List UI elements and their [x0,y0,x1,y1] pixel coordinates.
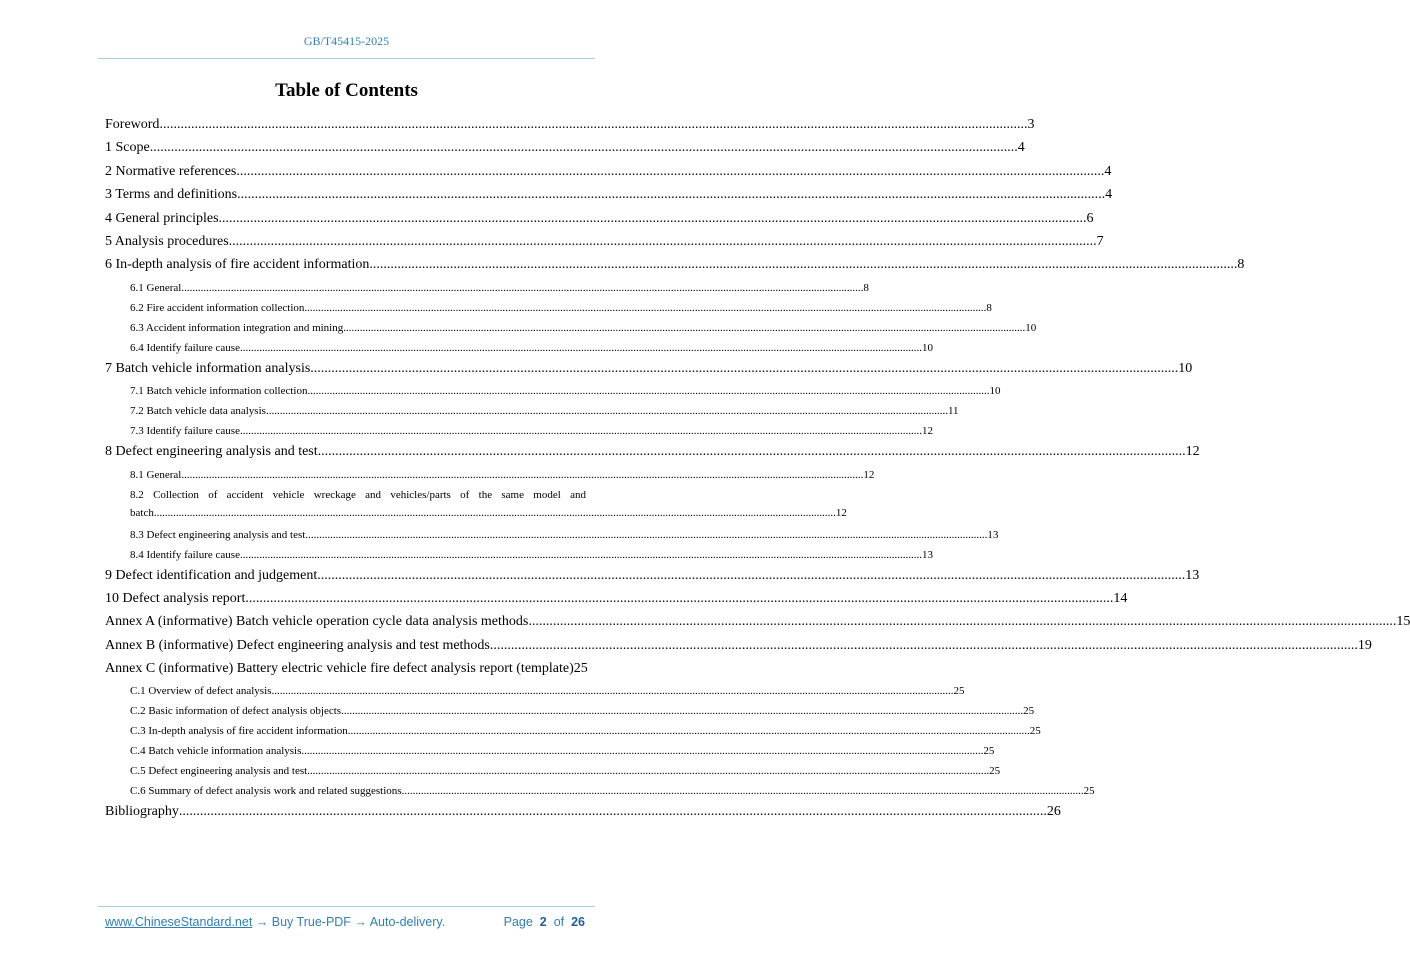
toc-entry-label: 8.3 Defect engineering analysis and test [130,528,306,541]
toc-entry[interactable] [105,742,995,762]
promo-text: → Buy True-PDF → Auto-delivery. [252,915,446,929]
toc-entry-label: 8 Defect engineering analysis and test [105,444,318,460]
toc-entry-label: Annex C (informative) Battery electric vehicle fire defect analysis report (template) [105,661,574,677]
footer-promo [105,915,445,929]
toc-entry-label: Foreword [105,117,160,132]
toc-entry[interactable] [105,185,1113,208]
toc-entry[interactable] [105,422,933,442]
dot-leader [490,636,1358,656]
toc-entry-label: Annex A (informative) Batch vehicle operation cycle data analysis methods [105,614,529,630]
dot-leader [240,339,922,357]
toc-entry-page: 6 [1086,210,1094,226]
toc-entry-page: 10 [1178,360,1193,376]
table-of-contents [105,115,1410,826]
toc-entry-label: 8.4 Identify failure cause [130,548,240,561]
toc-entry-label: 6.1 General [130,281,182,294]
toc-entry-label: 5 Analysis procedures [105,233,229,249]
toc-entry-page: 8 [1237,257,1245,273]
footer-divider [98,906,595,907]
toc-entry-label: 10 Defect analysis report [105,590,246,606]
toc-entry-continuation [130,504,847,524]
toc-entry-label: 9 Defect identification and judgement [105,567,318,583]
toc-entry-page: 19 [1357,637,1372,653]
toc-entry-page: 10 [989,385,1001,398]
toc-entry[interactable] [105,702,1035,722]
toc-entry-page: 13 [1185,567,1200,583]
toc-entry-page: 12 [1185,444,1200,460]
dot-leader [318,442,1186,462]
toc-entry-label: 6.3 Accident information integration and mining [130,321,344,334]
toc-entry-page: 4 [1105,187,1113,203]
dot-leader [301,742,983,760]
dot-leader [150,138,1018,158]
toc-entry[interactable] [105,442,1200,465]
toc-entry[interactable] [105,802,1061,825]
toc-entry-page: 26 [1046,804,1061,820]
toc-entry[interactable] [105,659,586,682]
dot-leader [219,209,1087,229]
dot-leader [237,185,1105,205]
toc-entry-page: 25 [989,765,1001,778]
toc-entry[interactable] [105,762,1001,782]
document-id-header: GB/T45415-2025 [303,34,390,48]
total-pages: 26 [571,915,585,929]
toc-entry[interactable] [105,589,1128,612]
toc-entry[interactable] [105,279,869,299]
page-title: Table of Contents [275,80,418,101]
toc-entry-label: 2 Normative references [105,163,237,179]
header-divider [98,58,595,59]
toc-entry-page: 4 [1017,140,1025,156]
dot-leader [240,422,922,440]
toc-entry-label: 6 In-depth analysis of fire accident information [105,257,370,273]
toc-entry[interactable] [105,782,1095,802]
dot-leader [348,722,1030,740]
dot-leader [229,232,1097,252]
toc-entry[interactable] [105,486,847,526]
dot-leader [240,546,922,564]
dot-leader [245,589,1113,609]
toc-entry[interactable] [105,138,1025,161]
dot-leader [341,702,1023,720]
toc-entry[interactable] [105,255,1245,278]
toc-entry[interactable] [105,566,1200,589]
toc-entry-label: 7.3 Identify failure cause [130,425,240,438]
toc-entry-page: 3 [1027,117,1035,132]
dot-leader [307,762,989,780]
dot-leader [317,566,1185,586]
dot-leader [369,255,1237,275]
toc-entry-page: 13 [921,548,933,561]
toc-entry-label: 8.2 Collection of accident vehicle wreckage and vehicles/parts of the same model and [130,488,586,501]
toc-entry[interactable] [105,319,1037,339]
dot-leader [343,319,1025,337]
toc-entry[interactable] [105,382,1001,402]
dot-leader [402,782,1084,800]
toc-entry-page: 25 [1083,785,1095,798]
toc-entry-label: C.6 Summary of defect analysis work and related suggestions [130,785,402,798]
toc-entry[interactable] [105,359,1193,382]
toc-entry-page: 12 [863,468,875,481]
dot-leader [181,279,863,297]
dot-leader [305,526,987,544]
toc-entry-label: Bibliography [105,804,179,820]
toc-entry[interactable] [105,526,999,546]
toc-entry-label: 6.4 Identify failure cause [130,341,240,354]
toc-entry[interactable] [105,162,1112,185]
dot-leader [271,682,953,700]
toc-entry-page: 12 [921,425,933,438]
dot-leader [181,466,863,484]
toc-entry[interactable] [105,339,933,359]
toc-entry-page: 11 [947,405,959,418]
toc-entry-label: C.4 Batch vehicle information analysis [130,745,302,758]
dot-leader [179,802,1047,822]
toc-entry-page: 13 [987,528,999,541]
toc-entry-label: Annex B (informative) Defect engineering analysis and test methods [105,637,490,653]
toc-entry-page: 14 [1113,590,1128,606]
toc-entry[interactable] [105,232,1104,255]
toc-entry[interactable] [105,115,1035,138]
toc-entry-label: C.3 In-depth analysis of fire accident information [130,725,348,738]
toc-entry-label: C.1 Overview of defect analysis [130,685,272,698]
toc-entry-label: C.5 Defect engineering analysis and test [130,765,308,778]
toc-entry-page: 25 [1023,705,1035,718]
toc-entry[interactable] [105,546,933,566]
toc-entry[interactable] [105,612,1410,635]
toc-entry-page: 12 [835,506,847,519]
toc-entry-page: 15 [1396,614,1410,630]
toc-entry[interactable] [105,209,1094,232]
toc-entry-label: 3 Terms and definitions [105,187,238,203]
toc-entry-page: 25 [573,661,588,677]
toc-entry-label: 7.1 Batch vehicle information collection [130,385,308,398]
toc-entry[interactable] [105,299,992,319]
dot-leader [528,612,1396,632]
toc-entry[interactable] [105,636,1372,659]
website-link[interactable]: www.ChineseStandard.net [105,915,253,929]
toc-entry-label: 1 Scope [105,140,150,156]
toc-entry-page: 10 [921,341,933,354]
dot-leader [266,402,948,420]
dot-leader [236,162,1104,182]
toc-entry-label: C.2 Basic information of defect analysis objects [130,705,342,718]
dot-leader [159,115,1027,135]
toc-entry-page: 8 [986,301,992,314]
toc-entry[interactable] [105,466,875,486]
toc-entry-label: 8.1 General [130,468,182,481]
toc-entry-page: 25 [1029,725,1041,738]
dot-leader [307,382,989,400]
toc-entry-label: 7.2 Batch vehicle data analysis [130,405,266,418]
toc-entry-page: 8 [863,281,869,294]
toc-entry-label: 6.2 Fire accident information collection [130,301,305,314]
page-indicator: Page 2 of 26 [503,915,585,929]
footer [105,915,585,929]
toc-entry-page: 10 [1025,321,1037,334]
toc-entry[interactable] [105,722,1041,742]
toc-entry-page: 4 [1104,163,1112,179]
toc-entry-page: 25 [983,745,995,758]
toc-entry-label: 7 Batch vehicle information analysis [105,360,311,376]
toc-entry-page: 25 [953,685,965,698]
toc-entry-label-cont: batch [130,506,154,519]
dot-leader [310,359,1178,379]
toc-entry[interactable] [105,682,965,702]
current-page: 2 [539,915,547,929]
dot-leader [154,504,836,522]
toc-entry-page: 7 [1096,233,1104,249]
toc-entry[interactable] [105,402,959,422]
toc-entry-label: 4 General principles [105,210,219,226]
dot-leader [304,299,986,317]
